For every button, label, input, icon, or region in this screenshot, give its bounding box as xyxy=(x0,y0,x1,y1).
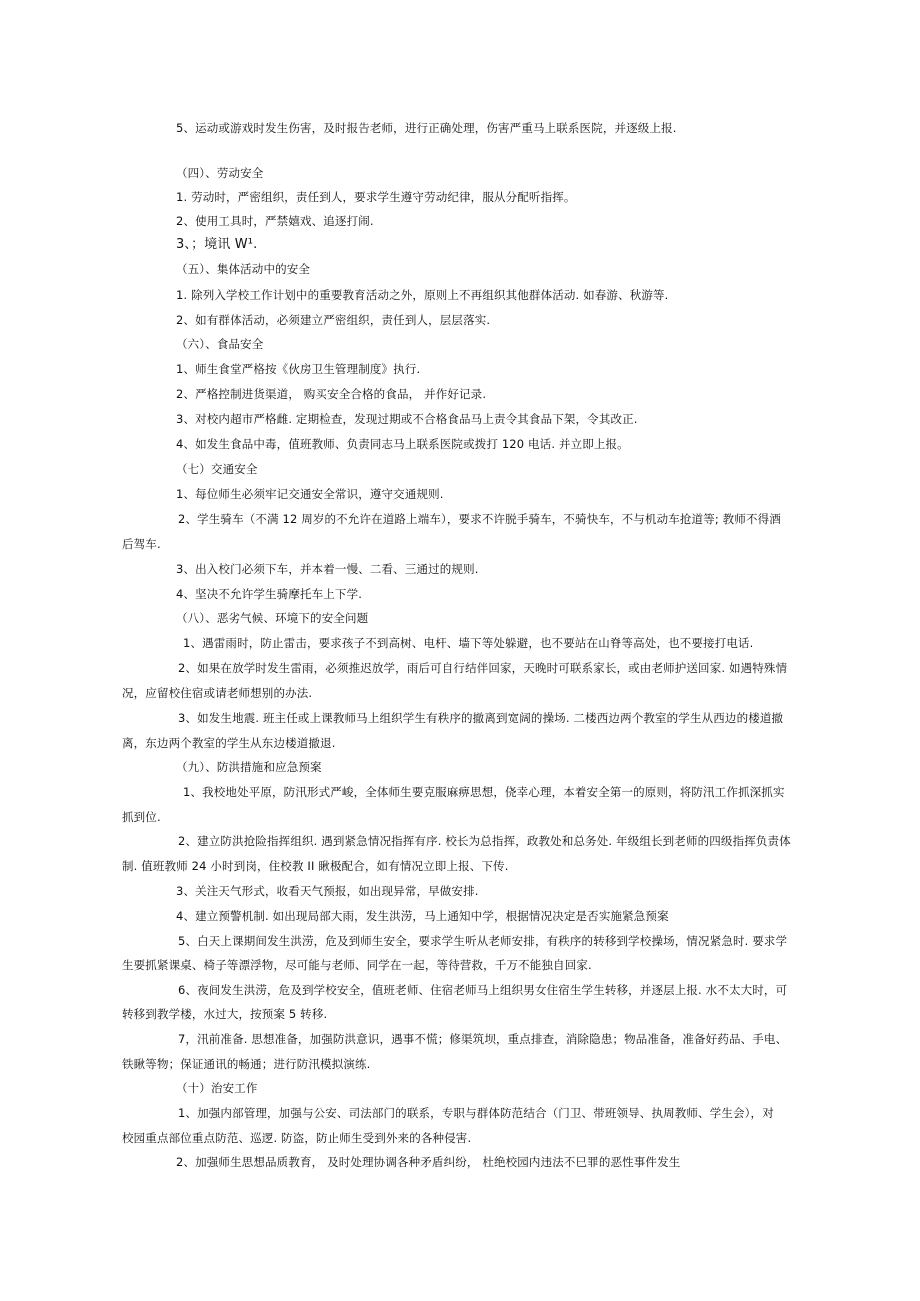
paragraph-line: 校园重点部位重点防范、巡逻. 防盗，防止师生受到外来的各种侵害. xyxy=(122,1131,472,1145)
paragraph-line: 3、出入校门必须下车，并本着一慢、二看、三通过的规则. xyxy=(176,562,479,576)
paragraph-line: 2、使用工具时，严禁嬉戏、追逐打闹. xyxy=(176,214,374,228)
paragraph-line: 5、白天上课期间发生洪涝，危及到师生安全，要求学生听从老师安排，有秩序的转移到学校操场，情况紧急时. 要求学 xyxy=(178,934,788,948)
paragraph-line: 1、我校地处平原，防汛形式严峻，全体师生要克服麻痹思想，侥幸心理，本着安全第一的原则，将防汛工作抓深抓实 xyxy=(183,785,785,799)
paragraph-line: 3、如发生地震. 班主任或上课教师马上组织学生有秩序的撤离到宽阔的操场. 二楼西边两个教室的学生从西边的楼道撤 xyxy=(178,711,784,725)
paragraph-line: 2、如果在放学时发生雷雨，必须推迟放学，雨后可自行结伴回家，天晚时可联系家长，或由老师护送回家. 如遇特殊情 xyxy=(178,661,788,675)
paragraph-line: 4、建立预警机制. 如出现局部大雨，发生洪涝，马上通知中学，根据情况决定是否实施紧急预案 xyxy=(176,909,669,923)
paragraph-line: 2、严格控制进货渠道， 购买安全合格的食品， 并作好记录. xyxy=(176,387,487,401)
paragraph-line: 1、加强内部管理，加强与公安、司法部门的联系，专职与群体防范结合（门卫、带班领导、执周教师、学生会），对 xyxy=(178,1106,774,1120)
paragraph-line: 5、运动或游戏时发生伤害，及时报告老师，进行正确处理，伤害严重马上联系医院，并逐级上报. xyxy=(176,121,677,135)
paragraph-line: 1、遇雷雨时，防止雷击，要求孩子不到高树、电杆、墙下等处躲避，也不要站在山脊等高处，也不要接打电话. xyxy=(183,636,754,650)
paragraph-line: 4、如发生食品中毒，值班教师、负责同志马上联系医院或拨打 120 电话. 并立即上报。 xyxy=(176,437,629,451)
paragraph-line: 制. 值班教师 24 小时到岗，住校教 II 瞅极配合，如有情况立即上报、下传. xyxy=(122,859,509,873)
paragraph-line: 6、夜间发生洪涝，危及到学校安全，值班老师、住宿老师马上组织男女住宿生学生转移，并逐层上报. 水不太大时，可 xyxy=(178,983,788,997)
paragraph-line: 铁瞅等物；保证通讯的畅通；进行防汛模拟演练. xyxy=(122,1057,371,1071)
section-heading: （六）、食品安全 xyxy=(176,337,264,351)
paragraph-line: 1. 除列入学校工作计划中的重要教育活动之外，原则上不再组织其他群体活动. 如春游、秋游等. xyxy=(176,288,669,302)
section-heading: （五）、集体活动中的安全 xyxy=(176,262,311,276)
paragraph-line: 2、如有群体活动，必须建立严密组织，责任到人，层层落实. xyxy=(176,313,491,327)
paragraph-line: 3、；境讯 W¹. xyxy=(176,237,258,252)
paragraph-line: 抓到位. xyxy=(122,810,161,824)
paragraph-line: 4、坚决不允许学生骑摩托车上下学. xyxy=(176,587,363,601)
paragraph-line: 后驾车. xyxy=(122,537,161,551)
section-heading: （四）、劳动安全 xyxy=(176,166,264,180)
paragraph-line: 3、关注天气形式，收看天气预报，如出现异常，早做安排. xyxy=(176,884,479,898)
paragraph-line: 1、每位师生必须牢记交通安全常识，遵守交通规则. xyxy=(176,487,444,501)
paragraph-line: 况，应留校住宿或请老师想别的办法. xyxy=(122,686,313,700)
section-heading: （十）治安工作 xyxy=(176,1081,258,1095)
paragraph-line: 2、建立防洪抢险指挥组织. 遇到紧急情况指挥有序. 校长为总指挥，政教处和总务处. 年级组长到老师的四级指挥负责体 xyxy=(178,834,791,848)
paragraph-line: 7，汛前准备. 思想准备，加强防洪意识，遇事不慌；修渠筑坝，重点排查，消除隐患；物品准备，准备好药品、手电、 xyxy=(178,1032,788,1046)
paragraph-line: 1、师生食堂严格按《伙房卫生管理制度》执行. xyxy=(176,362,421,376)
paragraph-line: 1. 劳动时，严密组织，责任到人，要求学生遵守劳动纪律，服从分配听指挥。 xyxy=(176,190,576,204)
paragraph-line: 离，东边两个教室的学生从东边楼道撤退. xyxy=(122,736,336,750)
paragraph-line: 转移到教学楼，水过大，按预案 5 转移. xyxy=(122,1007,328,1021)
paragraph-line: 2、加强师生思想品质教育， 及时处理协调各种矛盾纠纷， 杜绝校园内违法不巳罪的恶性事件发生 xyxy=(176,1155,681,1169)
section-heading: （七）交通安全 xyxy=(176,462,258,476)
paragraph-line: 3、对校内超市严格雌. 定期检查，发现过期或不合格食品马上责令其食品下架，令其改正. xyxy=(176,412,638,426)
paragraph-line: 2、学生骑车（不满 12 周岁的不允许在道路上端车），要求不许脱手骑车，不骑快车，不与机动车抢道等; 教师不得酒 xyxy=(178,512,781,526)
section-heading: （九）、防洪措施和应急预案 xyxy=(176,760,322,774)
paragraph-line: 生要抓紧课桌、椅子等漂浮物，尽可能与老师、同学在一起，等待营救，千万不能独自回家. xyxy=(122,958,592,972)
section-heading: （八）、恶劣气候、环境下的安全问题 xyxy=(176,611,369,625)
